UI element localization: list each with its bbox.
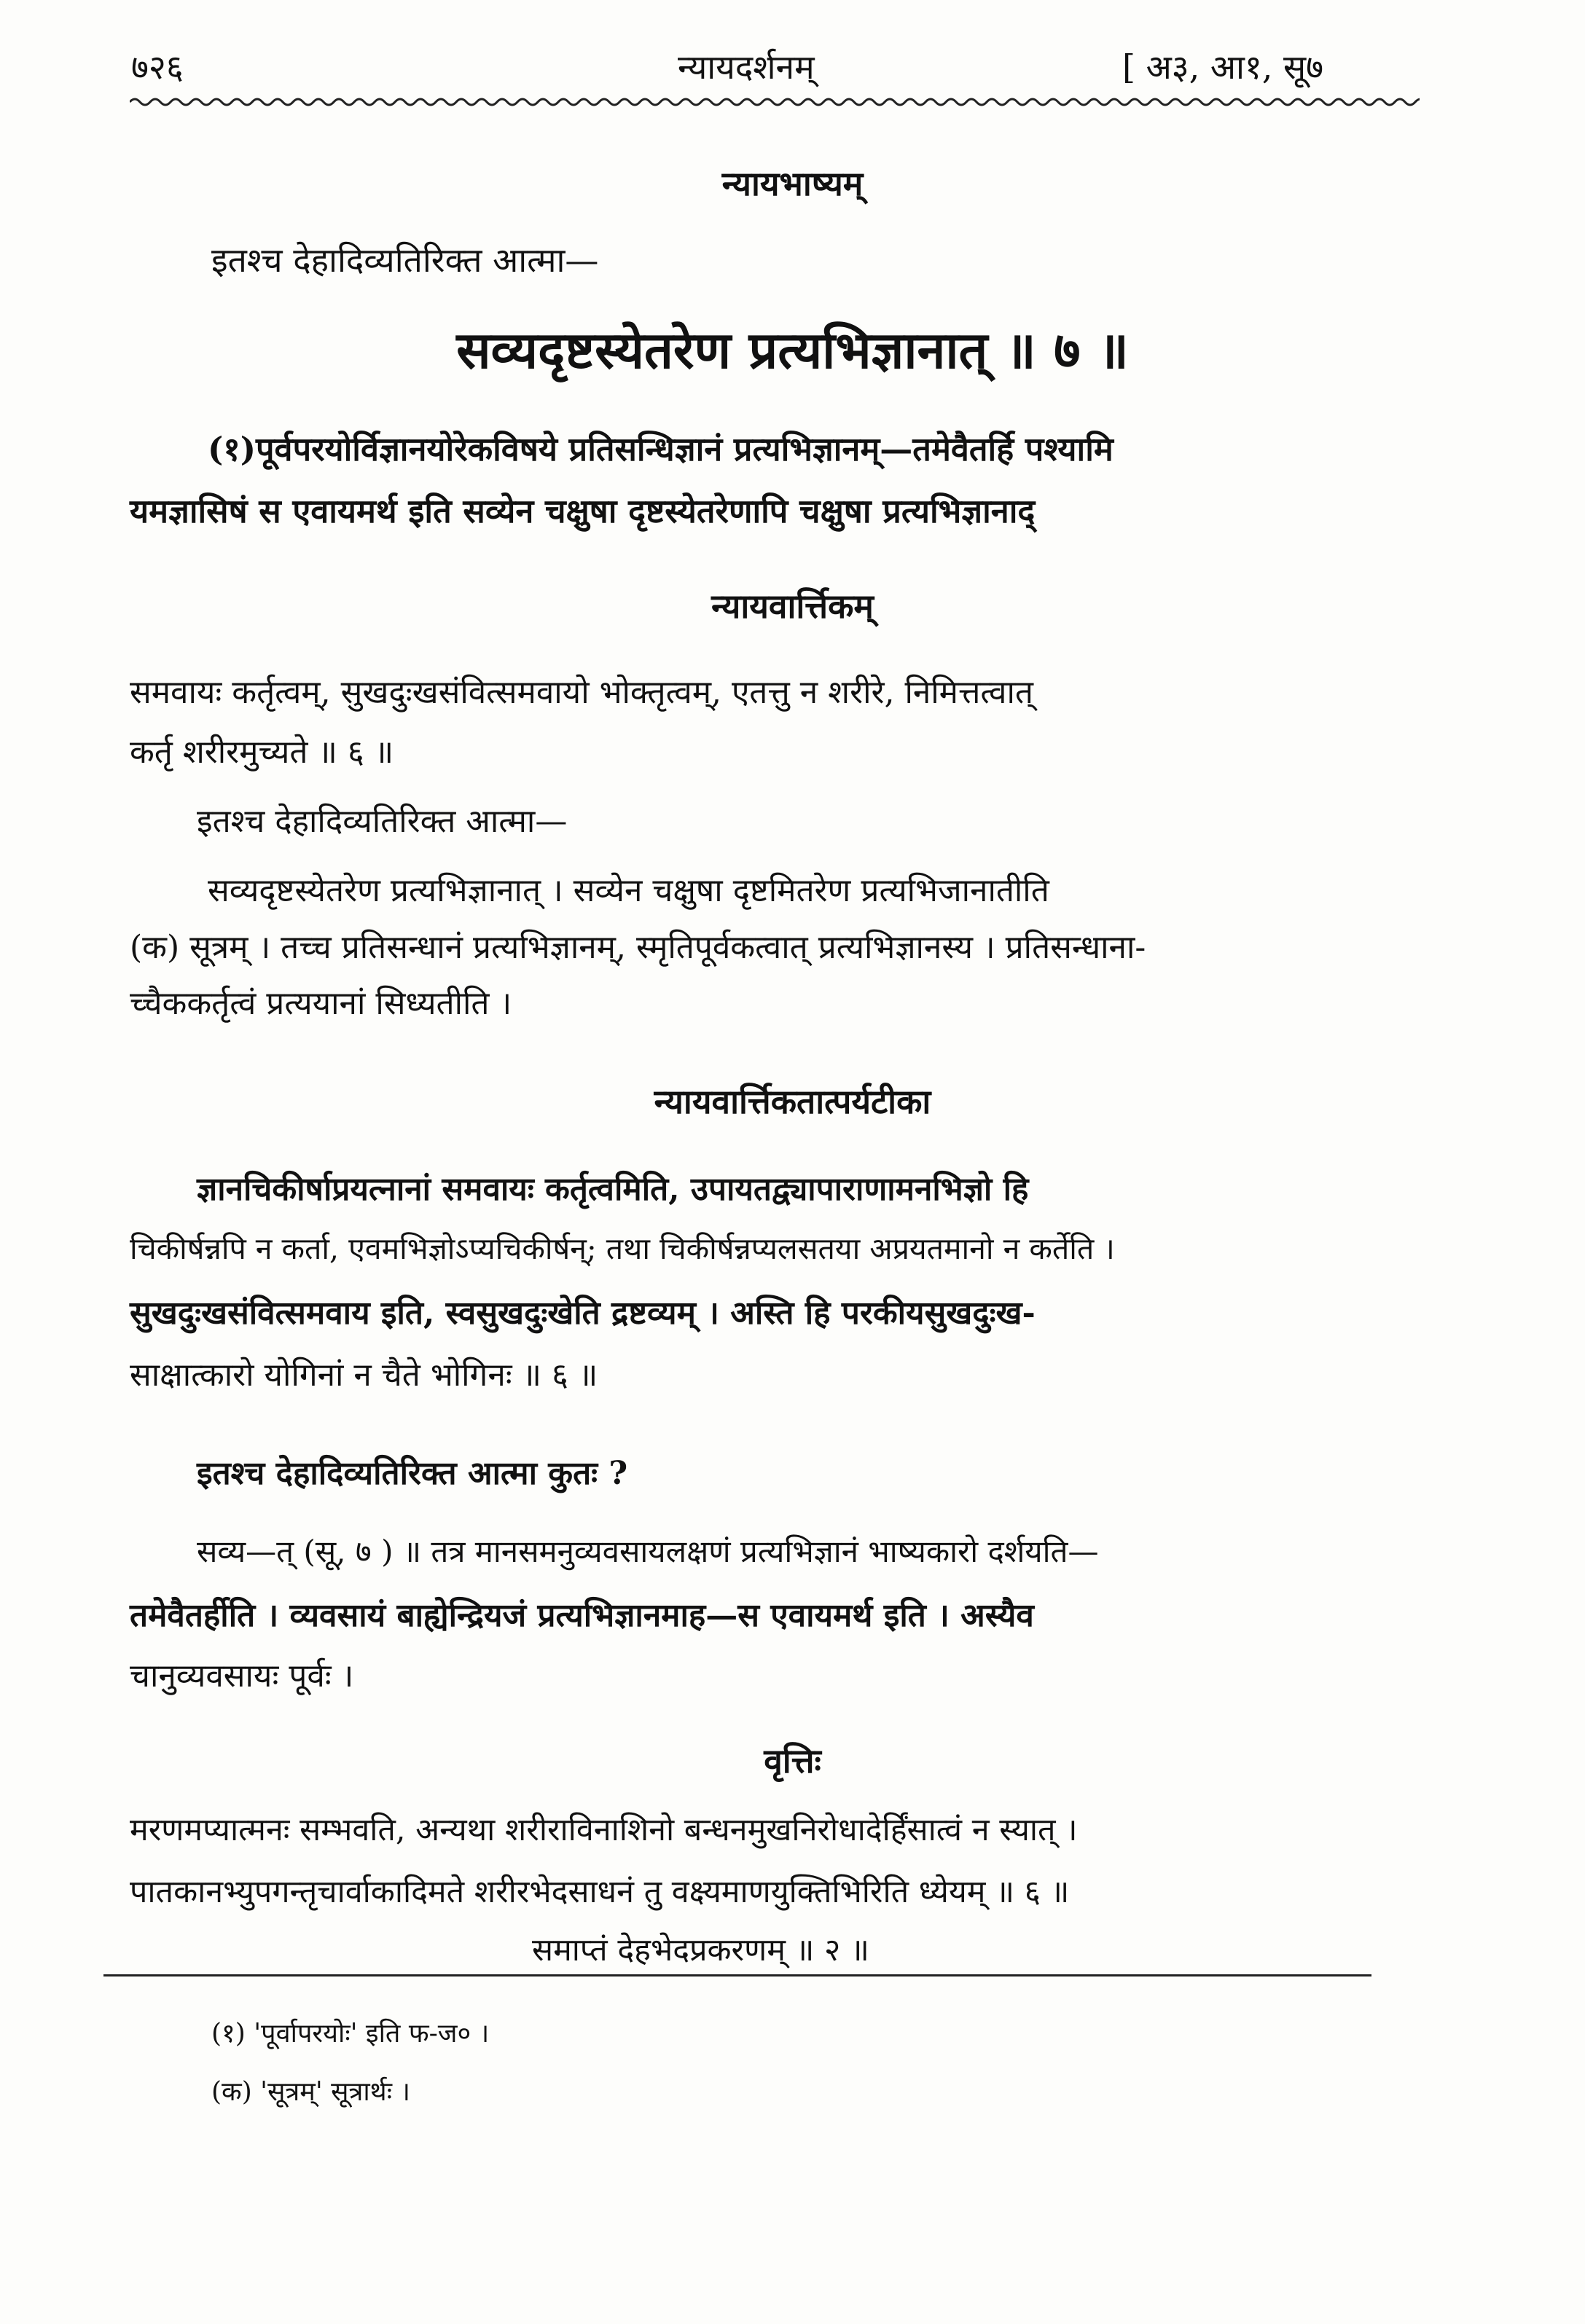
vartika-heading: न्यायवार्त्तिकम् [711,586,874,626]
footnote-separator [103,1974,1371,1976]
vartika-line-2: कर्तृ शरीरमुच्यते ॥ ६ ॥ [130,734,394,771]
vritti-line-2: पातकानभ्युपगन्तृचार्वाकादिमते शरीरभेदसाधनं तु वक्ष्यमाणयुक्तिभिरिति ध्येयम् ॥ ६ ॥ [130,1874,1070,1910]
vartika-line-3: इतश्च देहादिव्यतिरिक्त आत्मा— [197,803,568,840]
chapter-reference: [ अ३, आ१, सू७ [1122,47,1324,87]
page-number: ७२६ [131,47,184,87]
header-wavy-rule [130,95,1420,109]
tatparya-line-3: सुखदुःखसंवित्समवाय इति, स्वसुखदुःखेति द्रष्टव्यम् । अस्ति हि परकीयसुखदुःख- [130,1295,1036,1332]
bhashya-line-1: (१)पूर्वपरयोर्विज्ञानयोरेकविषये प्रतिसन्धिज्ञानं प्रत्यभिज्ञानम्—तमेवैतर्हि पश्यामि [208,430,1114,468]
tatparya-line-8: चानुव्यवसायः पूर्वः । [130,1657,354,1695]
vritti-line-1: मरणमप्यात्मनः सम्भवति, अन्यथा शरीराविनाशिनो बन्धनमुखनिरोधादेर्हिंसात्वं न स्यात् । [130,1812,1078,1848]
vritti-heading: वृत्तिः [764,1741,821,1781]
footnote-1: (१) 'पूर्वापरयोः' इति फ-ज० । [211,2019,490,2049]
footnote-a: (क) 'सूत्रम्' सूत्रार्थः । [211,2077,411,2107]
vartika-line-1: समवायः कर्तृत्वम्, सुखदुःखसंवित्समवायो भोक्तृत्वम्, एतत्तु न शरीरे, निमित्तत्वात् [130,674,1033,711]
running-title: न्यायदर्शनम् [678,47,815,87]
tatparya-heading: न्यायवार्त्तिकतात्पर्यटीका [654,1082,931,1121]
tatparya-line-6: सव्य—त् (सू, ७ ) ॥ तत्र मानसमनुव्यवसायलक्षणं प्रत्यभिज्ञानं भाष्यकारो दर्शयति— [197,1534,1099,1569]
bhashya-intro: इतश्च देहादिव्यतिरिक्त आत्मा— [211,240,599,280]
tatparya-line-4: साक्षात्कारो योगिनां न चैते भोगिनः ॥ ६ ॥ [130,1357,598,1394]
tatparya-line-1: ज्ञानचिकीर्षाप्रयत्नानां समवायः कर्तृत्वमिति, उपायतद्व्यापाराणामनभिज्ञो हि [197,1171,1029,1208]
sutra-text: सव्यदृष्टस्येतरेण प्रत्यभिज्ञानात् ॥ ७ ॥ [456,320,1129,380]
vartika-line-6: च्चैककर्तृत्वं प्रत्ययानां सिध्यतीति । [130,985,512,1022]
tatparya-line-7: तमेवैतर्हीति । व्यवसायं बाह्येन्द्रियजं प्रत्यभिज्ञानमाह—स एवायमर्थ इति । अस्यैव [130,1597,1034,1634]
tatparya-line-2: चिकीर्षन्नपि न कर्ता, एवमभिज्ञोऽप्यचिकीर्षन्; तथा चिकीर्षन्नप्यलसतया अप्रयतमानो न कर्तेति । [130,1231,1115,1266]
bhashya-heading: न्यायभाष्यम् [721,164,864,203]
vritti-colophon: समाप्तं देहभेदप्रकरणम् ॥ २ ॥ [532,1932,869,1968]
vartika-line-4: सव्यदृष्टस्येतरेण प्रत्यभिज्ञानात् । सव्येन चक्षुषा दृष्टमितरेण प्रत्यभिजानातीति [208,872,1049,909]
bhashya-line-2: यमज्ञासिषं स एवायमर्थ इति सव्येन चक्षुषा दृष्टस्येतरेणापि चक्षुषा प्रत्यभिज्ञानाद् [130,492,1036,530]
vartika-line-5: (क) सूत्रम् । तच्च प्रतिसन्धानं प्रत्यभिज्ञानम्, स्मृतिपूर्वकत्वात् प्रत्यभिज्ञानस्य । प्रतिसन्धाना- [130,929,1146,966]
tatparya-line-5: इतश्च देहादिव्यतिरिक्त आत्मा कुतः ? [197,1455,628,1492]
